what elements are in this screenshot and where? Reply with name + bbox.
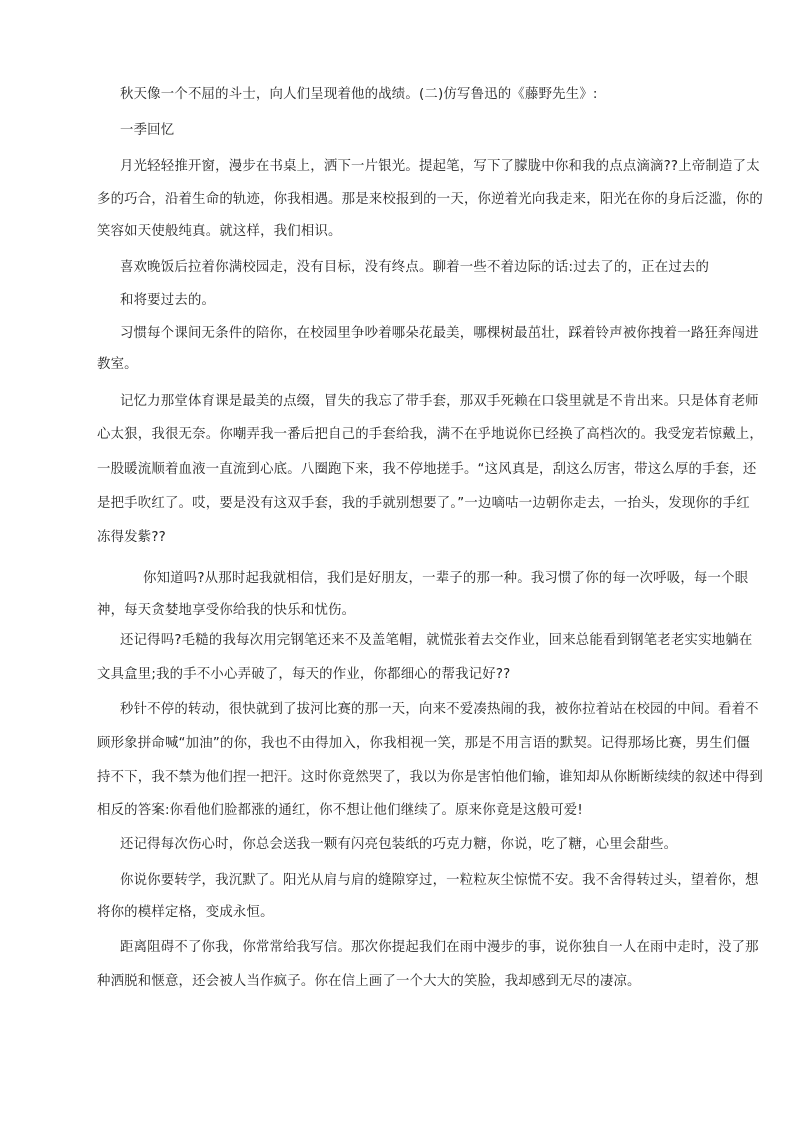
section-heading: 一季回忆 [120,123,175,138]
paragraph-line: 你知道吗?从那时起我就相信，我们是好朋友，一辈子的那一种。我习惯了你的每一次呼吸，每一个眼 [143,571,749,586]
paragraph-line: 顾形象拼命喊“加油”的你，我也不由得加入，你我相视一笑，那是不用言语的默契。记得那场比赛，男生们僵 [97,736,751,751]
paragraph-line: 将你的模样定格，变成永恒。 [97,905,274,920]
paragraph-line: 相反的答案:你看他们脸都涨的通红，你不想让他们继续了。原来你竟是这般可爱! [97,803,583,818]
paragraph-line: 喜欢晚饭后拉着你满校园走，没有目标，没有终点。聊着一些不着边际的话:过去了的，正在过去的 [120,260,710,275]
paragraph-line: 笑容如天使般纯真。就这样，我们相识。 [97,224,342,239]
paragraph-line: 月光轻轻推开窗，漫步在书桌上，洒下一片银光。提起笔，写下了朦胧中你和我的点点滴滴??上帝制造了太 [120,159,760,174]
paragraph-line: 教室。 [97,357,138,372]
paragraph-line: 记忆力那堂体育课是最美的点缀，冒失的我忘了带手套，那双手死赖在口袋里就是不肯出来。只是体育老师 [120,394,759,409]
paragraph-line: 种洒脱和惬意，还会被人当作疯子。你在信上画了一个大大的笑脸，我却感到无尽的凄凉。 [97,974,641,989]
paragraph-line: 是把手吹红了。哎，要是没有这双手套，我的手就别想要了。”一边嘀咕一边朝你走去，一抬头，发现你的手红 [97,496,750,511]
paragraph-line: 你说你要转学，我沉默了。阳光从肩与肩的缝隙穿过，一粒粒灰尘惊慌不安。我不舍得转过头，望着你，想 [120,873,759,888]
paragraph-line: 和将要过去的。 [120,293,216,308]
paragraph-line: 文具盒里;我的手不小心弄破了，每天的作业，你都细心的帮我记好?? [97,667,511,682]
paragraph-line: 冻得发紫?? [97,530,166,545]
paragraph-line: 还记得吗?毛糙的我每次用完钢笔还来不及盖笔帽，就慌张着去交作业，回来总能看到钢笔老老实实地躺在 [120,633,753,648]
paragraph-line: 习惯每个课间无条件的陪你，在校园里争吵着哪朵花最美，哪棵树最茁壮，踩着铃声被你拽着一路狂奔闯进 [120,326,759,341]
paragraph-line: 距离阻碍不了你我，你常常给我写信。那次你提起我们在雨中漫步的事，说你独自一人在雨中走时，没了那 [120,940,759,955]
paragraph-line: 神，每天贪婪地享受你给我的快乐和忧伤。 [97,603,356,618]
paragraph-line: 多的巧合，沿着生命的轨迹，你我相遇。那是来校报到的一天，你逆着光向我走来，阳光在你的身后泛滥，你的 [97,192,763,207]
paragraph-line: 秒针不停的转动，很快就到了拔河比赛的那一天，向来不爱凑热闹的我，被你拉着站在校园的中间。看着不 [120,702,759,717]
paragraph-line: 秋天像一个不屈的斗士，向人们呈现着他的战绩。(二)仿写鲁迅的《藤野先生》: [120,87,598,102]
paragraph-line: 心太狠，我很无奈。你嘲弄我一番后把自己的手套给我，满不在乎地说你已经换了高档次的。我受宠若惊戴上， [97,427,763,442]
paragraph-line: 持不下，我不禁为他们捏一把汗。这时你竟然哭了，我以为你是害怕他们输，谁知却从你断断续续的叙述中得到 [97,770,763,785]
paragraph-line: 还记得每次伤心时，你总会送我一颗有闪亮包装纸的巧克力糖，你说，吃了糖，心里会甜些。 [120,837,678,852]
paragraph-line: 一股暖流顺着血液一直流到心底。八圈跑下来，我不停地搓手。“这风真是，刮这么厉害，带这么厚的手套，还 [97,462,757,477]
